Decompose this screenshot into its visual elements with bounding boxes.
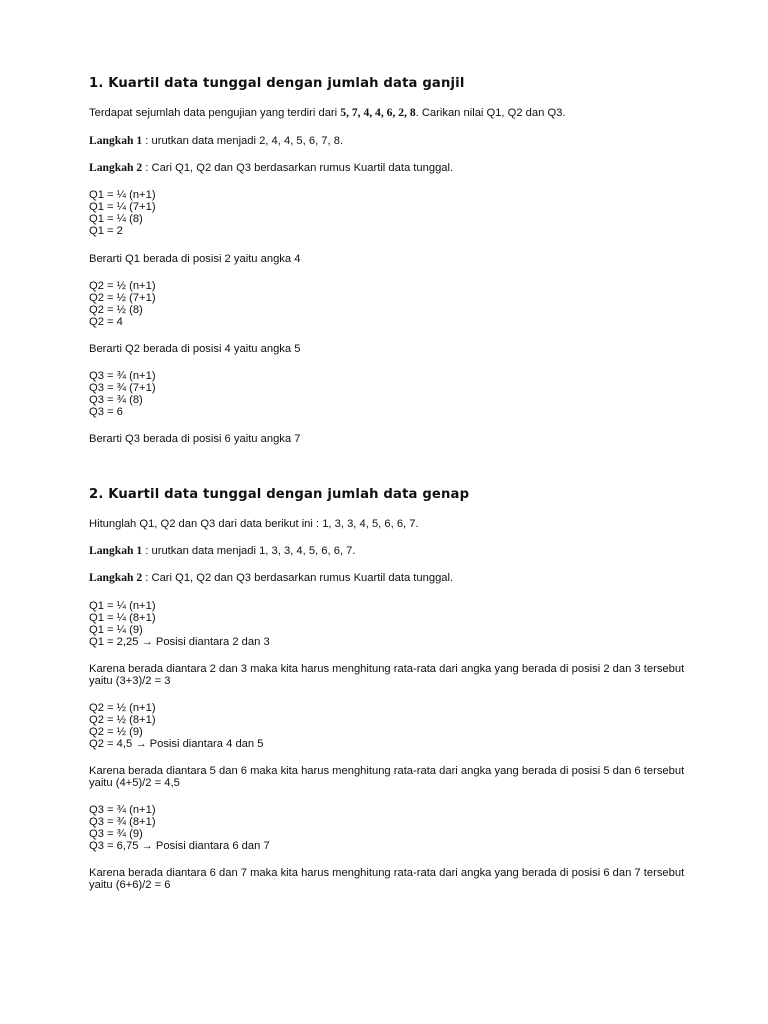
formula-line: Q2 = ½ (n+1) [89, 280, 156, 292]
formula-line: Q2 = ½ (9) [89, 726, 143, 738]
section1-q3-calculation [89, 370, 156, 418]
formula-line: Q2 = ½ (7+1) [89, 292, 156, 304]
section1-intro [89, 107, 566, 119]
section1-step2-text: : Cari Q1, Q2 dan Q3 berdasarkan rumus Kuartil data tunggal. [142, 162, 454, 174]
section2-step2-label: Langkah 2 [89, 571, 143, 584]
formula-line: Q3 = ¾ (8+1) [89, 816, 156, 828]
formula-line: Q1 = 2,25 → Posisi diantara 2 dan 3 [89, 636, 270, 648]
section1-intro-suffix: . Carikan nilai Q1, Q2 dan Q3. [415, 107, 566, 119]
formula-line: Q2 = 4,5 → Posisi diantara 4 dan 5 [89, 738, 264, 750]
section1-step2 [89, 162, 453, 174]
formula-line: Q2 = ½ (n+1) [89, 702, 156, 714]
formula-line: Q3 = ¾ (n+1) [89, 370, 156, 382]
formula-line: Q1 = ¼ (7+1) [89, 201, 156, 213]
section2-q3-calculation [89, 804, 270, 852]
formula-line: Q2 = ½ (8+1) [89, 714, 156, 726]
section2-step2 [89, 572, 453, 584]
formula-line: Q2 = ½ (8) [89, 304, 143, 316]
section2-q2-calculation [89, 702, 263, 750]
section1-intro-prefix: Terdapat sejumlah data pengujian yang terdiri dari [89, 107, 341, 119]
section2-step1 [89, 545, 356, 557]
formula-line: Q3 = 6 [89, 406, 123, 418]
formula-line: Q1 = ¼ (n+1) [89, 600, 156, 612]
section1-step2-label: Langkah 2 [89, 161, 143, 174]
section1-step1-label: Langkah 1 [89, 134, 143, 147]
formula-line: Q3 = ¾ (7+1) [89, 382, 156, 394]
section1-q3-note: Berarti Q3 berada di posisi 6 yaitu angka 7 [89, 433, 301, 445]
section2-q1-note: Karena berada diantara 2 dan 3 maka kita harus menghitung rata-rata dari angka yang berada di posisi 2 dan 3 tersebut yaitu (3+3)/2 = 3 [89, 663, 685, 687]
section2-step2-text: : Cari Q1, Q2 dan Q3 berdasarkan rumus Kuartil data tunggal. [142, 572, 454, 584]
formula-line: Q2 = 4 [89, 316, 123, 328]
section2-step1-label: Langkah 1 [89, 544, 143, 557]
section1-step1-text: : urutkan data menjadi 2, 4, 4, 5, 6, 7, 8. [142, 135, 344, 147]
section2-step1-text: : urutkan data menjadi 1, 3, 3, 4, 5, 6, 6, 7. [142, 545, 356, 557]
formula-line: Q1 = ¼ (n+1) [89, 189, 156, 201]
section1-q2-calculation [89, 280, 156, 328]
section2-heading: 2. Kuartil data tunggal dengan jumlah data genap [89, 487, 470, 502]
formula-line: Q1 = ¼ (9) [89, 624, 143, 636]
formula-line: Q1 = ¼ (8+1) [89, 612, 156, 624]
formula-line: Q3 = 6,75 → Posisi diantara 6 dan 7 [89, 840, 270, 852]
formula-line: Q1 = ¼ (8) [89, 213, 143, 225]
formula-line: Q3 = ¾ (n+1) [89, 804, 156, 816]
section1-q1-calculation [89, 189, 156, 237]
section1-q2-note: Berarti Q2 berada di posisi 4 yaitu angka 5 [89, 343, 301, 355]
section1-q1-note: Berarti Q1 berada di posisi 2 yaitu angka 4 [89, 253, 301, 265]
formula-line: Q3 = ¾ (8) [89, 394, 143, 406]
section2-q3-note: Karena berada diantara 6 dan 7 maka kita harus menghitung rata-rata dari angka yang berada di posisi 6 dan 7 tersebut yaitu (6+6)/2 = 6 [89, 867, 685, 891]
section1-intro-data: 5, 7, 4, 4, 6, 2, 8 [340, 106, 416, 119]
section2-intro: Hitunglah Q1, Q2 dan Q3 dari data berikut ini : 1, 3, 3, 4, 5, 6, 6, 7. [89, 518, 419, 530]
formula-line: Q3 = ¾ (9) [89, 828, 143, 840]
section1-step1 [89, 135, 343, 147]
section2-q1-calculation [89, 600, 270, 648]
section2-q2-note: Karena berada diantara 5 dan 6 maka kita harus menghitung rata-rata dari angka yang berada di posisi 5 dan 6 tersebut yaitu (4+5)/2 = 4,5 [89, 765, 685, 789]
section1-heading: 1. Kuartil data tunggal dengan jumlah data ganjil [89, 76, 465, 91]
formula-line: Q1 = 2 [89, 225, 123, 237]
